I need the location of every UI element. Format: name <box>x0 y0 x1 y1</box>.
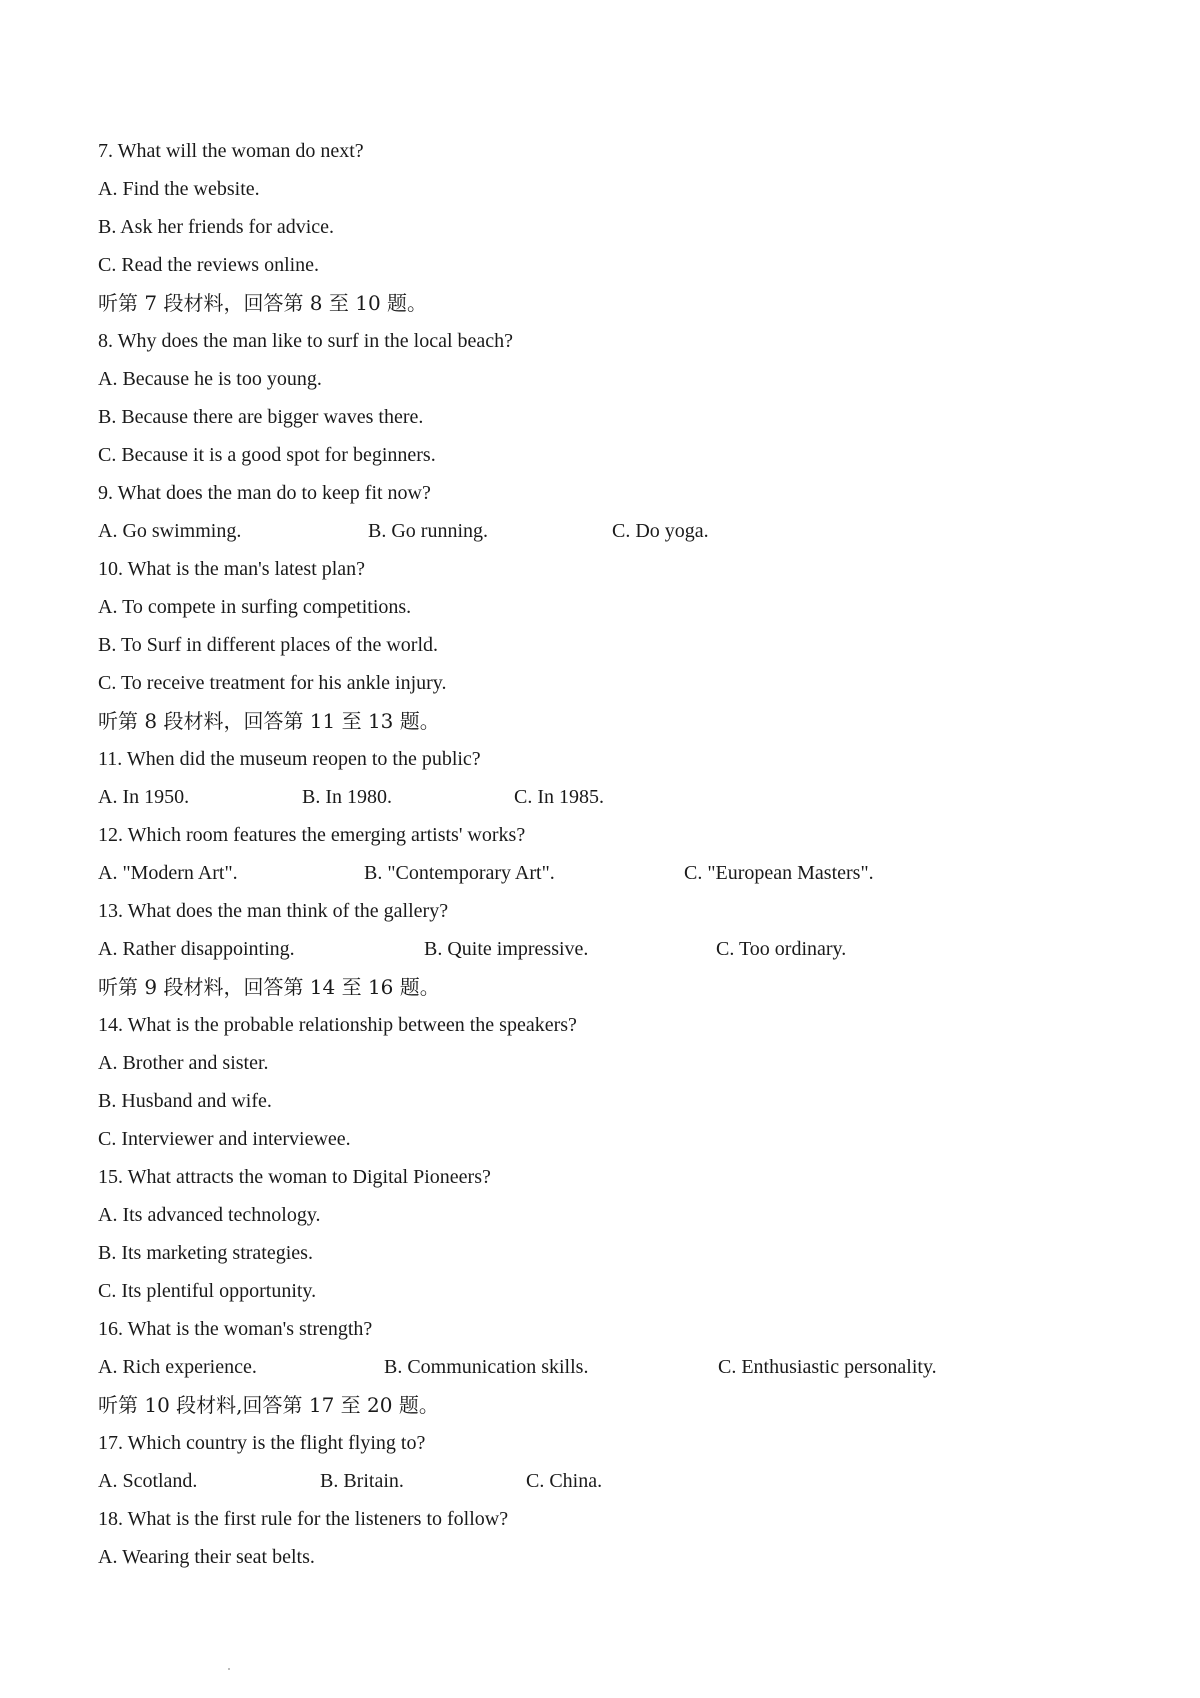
section-heading-passage-7: 听第 7 段材料，回答第 8 至 10 题。 <box>98 291 428 315</box>
option-18a: A. Wearing their seat belts. <box>98 1546 315 1568</box>
option-16a: A. Rich experience. <box>98 1356 257 1378</box>
question-7: 7. What will the woman do next? <box>98 140 364 162</box>
option-10b: B. To Surf in different places of the world. <box>98 634 439 656</box>
options-row-16 <box>98 1355 1098 1379</box>
option-10c: C. To receive treatment for his ankle injury. <box>98 672 447 694</box>
option-17b: B. Britain. <box>320 1470 404 1492</box>
question-12: 12. Which room features the emerging artists' works? <box>98 824 526 846</box>
option-7a: A. Find the website. <box>98 178 260 200</box>
options-row-11 <box>98 785 1098 809</box>
option-11a: A. In 1950. <box>98 786 190 808</box>
option-14c: C. Interviewer and interviewee. <box>98 1128 351 1150</box>
question-16: 16. What is the woman's strength? <box>98 1318 373 1340</box>
option-15a: A. Its advanced technology. <box>98 1204 321 1226</box>
option-8c: C. Because it is a good spot for beginners. <box>98 444 436 466</box>
option-14b: B. Husband and wife. <box>98 1090 272 1112</box>
option-17c: C. China. <box>526 1470 603 1492</box>
option-16b: B. Communication skills. <box>384 1356 589 1378</box>
option-15b: B. Its marketing strategies. <box>98 1242 313 1264</box>
option-16c: C. Enthusiastic personality. <box>718 1356 937 1378</box>
option-12b: B. "Contemporary Art". <box>364 862 555 884</box>
option-14a: A. Brother and sister. <box>98 1052 269 1074</box>
question-14: 14. What is the probable relationship between the speakers? <box>98 1014 577 1036</box>
option-12a: A. "Modern Art". <box>98 862 238 884</box>
option-13b: B. Quite impressive. <box>424 938 589 960</box>
question-13: 13. What does the man think of the gallery? <box>98 900 449 922</box>
option-9c: C. Do yoga. <box>612 520 709 542</box>
option-11b: B. In 1980. <box>302 786 392 808</box>
section-heading-passage-9: 听第 9 段材料，回答第 14 至 16 题。 <box>98 975 440 999</box>
question-8: 8. Why does the man like to surf in the local beach? <box>98 330 514 352</box>
option-13c: C. Too ordinary. <box>716 938 847 960</box>
section-heading-passage-8: 听第 8 段材料，回答第 11 至 13 题。 <box>98 709 440 733</box>
option-12c: C. "European Masters". <box>684 862 874 884</box>
option-9a: A. Go swimming. <box>98 520 242 542</box>
options-row-13 <box>98 937 1098 961</box>
option-11c: C. In 1985. <box>514 786 604 808</box>
option-13a: A. Rather disappointing. <box>98 938 295 960</box>
option-8b: B. Because there are bigger waves there. <box>98 406 424 428</box>
question-11: 11. When did the museum reopen to the public? <box>98 748 481 770</box>
option-9b: B. Go running. <box>368 520 488 542</box>
question-17: 17. Which country is the flight flying to? <box>98 1432 426 1454</box>
option-15c: C. Its plentiful opportunity. <box>98 1280 317 1302</box>
option-17a: A. Scotland. <box>98 1470 198 1492</box>
option-7b: B. Ask her friends for advice. <box>98 216 335 238</box>
options-row-9 <box>98 519 1098 543</box>
question-18: 18. What is the first rule for the listeners to follow? <box>98 1508 509 1530</box>
question-15: 15. What attracts the woman to Digital Pioneers? <box>98 1166 491 1188</box>
options-row-12 <box>98 861 1098 885</box>
option-10a: A. To compete in surfing competitions. <box>98 596 412 618</box>
section-heading-passage-10: 听第 10 段材料,回答第 17 至 20 题。 <box>98 1393 439 1417</box>
option-7c: C. Read the reviews online. <box>98 254 320 276</box>
option-8a: A. Because he is too young. <box>98 368 322 390</box>
question-9: 9. What does the man do to keep fit now? <box>98 482 431 504</box>
options-row-17 <box>98 1469 1098 1493</box>
question-10: 10. What is the man's latest plan? <box>98 558 366 580</box>
scan-speck <box>228 1668 230 1670</box>
